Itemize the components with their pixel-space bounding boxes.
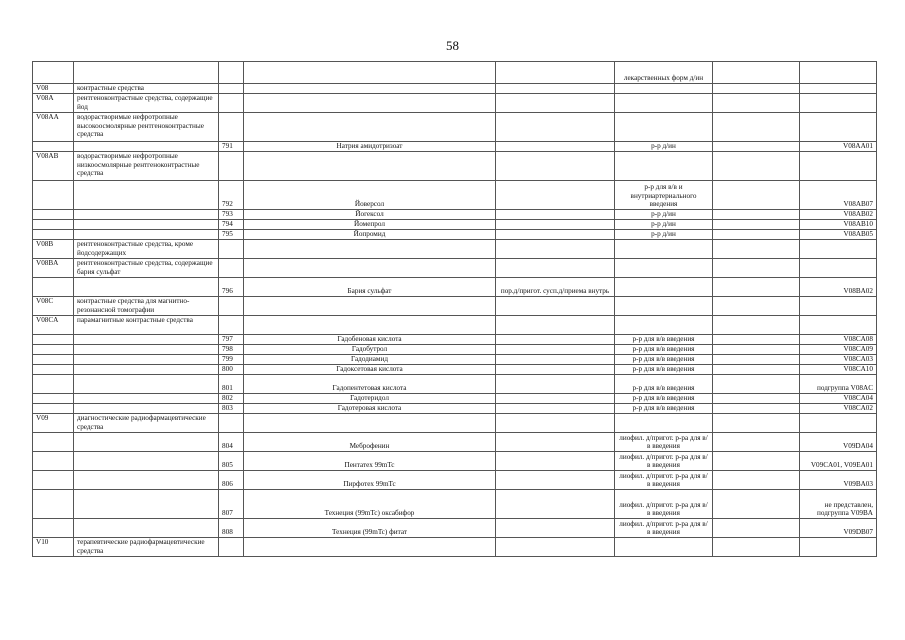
cell-drug-name (244, 152, 496, 181)
cell-drug-name: Йопромид (244, 230, 496, 240)
cell-group: рентгеноконтрастные средства, содержащие йод (74, 94, 219, 113)
cell-form (615, 94, 713, 113)
cell-dosage-form (496, 414, 615, 433)
cell-code (33, 394, 74, 404)
cell-code (33, 355, 74, 365)
cell-empty (713, 519, 800, 538)
cell-group (74, 345, 219, 355)
cell-dosage-form (496, 181, 615, 210)
cell-empty (713, 538, 800, 557)
cell-empty (713, 113, 800, 142)
cell-drug-name: Гадотеридол (244, 394, 496, 404)
cell-dosage-form (496, 152, 615, 181)
cell-code: V08A (33, 94, 74, 113)
cell-number: 808 (219, 519, 244, 538)
cell-empty (713, 452, 800, 471)
cell-drug-name (244, 538, 496, 557)
cell-atc-code: V08CA09 (800, 345, 877, 355)
cell-code: V09 (33, 414, 74, 433)
cell-dosage-form: пор.д/пригот. сусп.д/приема внутрь (496, 278, 615, 297)
table-row (33, 278, 877, 297)
cell-empty (713, 210, 800, 220)
cell-dosage-form (496, 365, 615, 375)
cell-number: 800 (219, 365, 244, 375)
cell-form: р-р для в/в и внутриартериального введения (615, 181, 713, 210)
cell-drug-name (244, 84, 496, 94)
cell-form: р-р для в/в введения (615, 355, 713, 365)
cell-code (33, 142, 74, 152)
cell-atc-code (800, 240, 877, 259)
cell-group (74, 210, 219, 220)
cell-number: 804 (219, 433, 244, 452)
cell-group: водорастворимые нефротропные высокоосмолярные рентгеноконтрастные средства (74, 113, 219, 142)
cell-empty (713, 278, 800, 297)
cell-dosage-form (496, 142, 615, 152)
cell-atc-code (800, 259, 877, 278)
cell-drug-name: Технеция (99mTc) оксабифор (244, 490, 496, 519)
cell-empty (713, 365, 800, 375)
cell-number: 793 (219, 210, 244, 220)
table-row (33, 230, 877, 240)
cell-dosage-form (496, 355, 615, 365)
cell-group (74, 452, 219, 471)
table-row (33, 452, 877, 471)
cell-empty (713, 490, 800, 519)
cell-number: 792 (219, 181, 244, 210)
table-row (33, 375, 877, 394)
cell-number: 799 (219, 355, 244, 365)
cell-empty (713, 94, 800, 113)
cell-empty (713, 404, 800, 414)
cell-atc-code: V08CA10 (800, 365, 877, 375)
cell-dosage-form (496, 113, 615, 142)
cell-dosage-form (496, 452, 615, 471)
table-row (33, 220, 877, 230)
cell-drug-name: Йоверсол (244, 181, 496, 210)
cell-atc-code (800, 316, 877, 335)
cell-code (33, 230, 74, 240)
cell-atc-code: V08CA04 (800, 394, 877, 404)
cell-form (615, 152, 713, 181)
cell-drug-name: Меброфенин (244, 433, 496, 452)
cell-number (219, 84, 244, 94)
cell-empty (713, 433, 800, 452)
cell-code (33, 433, 74, 452)
cell-empty (713, 355, 800, 365)
cell-form: лиофил. д/пригот. р-ра для в/в введения (615, 471, 713, 490)
cell-group (74, 471, 219, 490)
table-row (33, 113, 877, 142)
cell-form (615, 278, 713, 297)
cell-atc-code: V08CA02 (800, 404, 877, 414)
cell-atc-code: подгруппа V08AC (800, 375, 877, 394)
cell-atc-code (800, 152, 877, 181)
cell-atc-code (800, 62, 877, 84)
cell-form: лиофил. д/пригот. р-ра для в/в введения (615, 490, 713, 519)
cell-atc-code (800, 414, 877, 433)
cell-atc-code: V08AB05 (800, 230, 877, 240)
cell-atc-code: V09CA01, V09EA01 (800, 452, 877, 471)
cell-dosage-form (496, 220, 615, 230)
cell-dosage-form (496, 471, 615, 490)
cell-dosage-form (496, 375, 615, 394)
cell-form (615, 259, 713, 278)
table-row (33, 345, 877, 355)
cell-code (33, 181, 74, 210)
cell-number (219, 414, 244, 433)
table-row (33, 152, 877, 181)
cell-group: диагностические радиофармацевтические средства (74, 414, 219, 433)
table-row (33, 414, 877, 433)
cell-group (74, 355, 219, 365)
cell-code: V10 (33, 538, 74, 557)
cell-drug-name: Йомепрол (244, 220, 496, 230)
cell-atc-code: V08CA08 (800, 335, 877, 345)
cell-number (219, 259, 244, 278)
cell-drug-name: Гадодиамид (244, 355, 496, 365)
cell-empty (713, 345, 800, 355)
cell-dosage-form (496, 94, 615, 113)
cell-drug-name (244, 316, 496, 335)
cell-dosage-form (496, 84, 615, 94)
cell-empty (713, 471, 800, 490)
cell-number: 807 (219, 490, 244, 519)
table-row (33, 394, 877, 404)
cell-number: 794 (219, 220, 244, 230)
table-row (33, 240, 877, 259)
cell-drug-name (244, 113, 496, 142)
cell-code (33, 519, 74, 538)
cell-empty (713, 297, 800, 316)
cell-number: 797 (219, 335, 244, 345)
cell-group (74, 433, 219, 452)
cell-drug-name: Гадобутрол (244, 345, 496, 355)
cell-group (74, 62, 219, 84)
table-row (33, 538, 877, 557)
cell-atc-code: V08AB10 (800, 220, 877, 230)
cell-drug-name: Гадопентетовая кислота (244, 375, 496, 394)
cell-group: рентгеноконтрастные средства, содержащие бария сульфат (74, 259, 219, 278)
table-row (33, 519, 877, 538)
cell-atc-code (800, 84, 877, 94)
cell-drug-name: Гадоксетовая кислота (244, 365, 496, 375)
cell-number (219, 316, 244, 335)
drug-list-table (32, 61, 877, 557)
cell-form: р-р для в/в введения (615, 365, 713, 375)
cell-form: р-р для в/в введения (615, 335, 713, 345)
cell-dosage-form (496, 297, 615, 316)
table-row (33, 471, 877, 490)
cell-dosage-form (496, 335, 615, 345)
cell-empty (713, 181, 800, 210)
cell-number: 798 (219, 345, 244, 355)
cell-form: лиофил. д/пригот. р-ра для в/в введения (615, 452, 713, 471)
cell-group: контрастные средства (74, 84, 219, 94)
cell-code (33, 278, 74, 297)
cell-code (33, 220, 74, 230)
cell-number (219, 94, 244, 113)
cell-dosage-form (496, 316, 615, 335)
cell-code (33, 490, 74, 519)
cell-form: р-р для в/в введения (615, 345, 713, 355)
cell-atc-code (800, 297, 877, 316)
cell-group (74, 181, 219, 210)
cell-code: V08C (33, 297, 74, 316)
table-row (33, 316, 877, 335)
cell-group (74, 375, 219, 394)
cell-form: лиофил. д/пригот. р-ра для в/в введения (615, 433, 713, 452)
cell-dosage-form (496, 404, 615, 414)
cell-number (219, 538, 244, 557)
cell-number (219, 240, 244, 259)
cell-form (615, 538, 713, 557)
cell-dosage-form (496, 210, 615, 220)
cell-code: V08 (33, 84, 74, 94)
cell-atc-code: V08CA03 (800, 355, 877, 365)
cell-group (74, 142, 219, 152)
cell-code (33, 335, 74, 345)
cell-atc-code (800, 538, 877, 557)
table-row (33, 335, 877, 345)
cell-atc-code (800, 94, 877, 113)
cell-group: терапевтические радиофармацевтические средства (74, 538, 219, 557)
cell-dosage-form (496, 538, 615, 557)
cell-code: V08AA (33, 113, 74, 142)
cell-empty (713, 142, 800, 152)
cell-code (33, 404, 74, 414)
table-row (33, 404, 877, 414)
cell-group (74, 394, 219, 404)
table-row (33, 355, 877, 365)
cell-atc-code: V08BA02 (800, 278, 877, 297)
cell-form: лиофил. д/пригот. р-ра для в/в введения (615, 519, 713, 538)
cell-dosage-form (496, 519, 615, 538)
cell-atc-code (800, 113, 877, 142)
cell-number (219, 113, 244, 142)
cell-drug-name: Гадобеновая кислота (244, 335, 496, 345)
cell-drug-name: Бария сульфат (244, 278, 496, 297)
cell-empty (713, 259, 800, 278)
cell-group (74, 230, 219, 240)
cell-group: водорастворимые нефротропные низкоосмолярные рентгеноконтрастные средства (74, 152, 219, 181)
cell-group (74, 220, 219, 230)
cell-group (74, 278, 219, 297)
cell-group (74, 365, 219, 375)
cell-code (33, 210, 74, 220)
cell-drug-name (244, 414, 496, 433)
cell-code (33, 365, 74, 375)
cell-drug-name (244, 297, 496, 316)
cell-atc-code: V09DA04 (800, 433, 877, 452)
cell-form (615, 316, 713, 335)
table-body (33, 62, 877, 557)
cell-group (74, 519, 219, 538)
cell-form (615, 113, 713, 142)
cell-group: парамагнитные контрастные средства (74, 316, 219, 335)
cell-number: 791 (219, 142, 244, 152)
cell-group (74, 335, 219, 345)
cell-group (74, 404, 219, 414)
cell-form (615, 240, 713, 259)
table-row (33, 259, 877, 278)
cell-empty (713, 84, 800, 94)
cell-group (74, 490, 219, 519)
page-number: 58 (446, 38, 459, 53)
cell-number: 796 (219, 278, 244, 297)
cell-form (615, 297, 713, 316)
cell-code: V08B (33, 240, 74, 259)
table-row (33, 84, 877, 94)
cell-atc-code: не представлен, подгруппа V09BA (800, 490, 877, 519)
cell-dosage-form (496, 230, 615, 240)
table-row (33, 433, 877, 452)
table-row (33, 62, 877, 84)
table-row (33, 490, 877, 519)
cell-form: р-р д/ин (615, 142, 713, 152)
cell-empty (713, 375, 800, 394)
cell-number: 795 (219, 230, 244, 240)
cell-form: р-р д/ин (615, 210, 713, 220)
cell-code (33, 345, 74, 355)
cell-code (33, 375, 74, 394)
cell-empty (713, 335, 800, 345)
cell-code: V08BA (33, 259, 74, 278)
cell-drug-name: Гадотеровая кислота (244, 404, 496, 414)
cell-group: рентгеноконтрастные средства, кроме йодсодержащих (74, 240, 219, 259)
cell-form: р-р для в/в введения (615, 394, 713, 404)
cell-number: 806 (219, 471, 244, 490)
table-row (33, 94, 877, 113)
cell-empty (713, 394, 800, 404)
cell-dosage-form (496, 490, 615, 519)
cell-dosage-form (496, 433, 615, 452)
cell-form: р-р д/ин (615, 220, 713, 230)
table-row (33, 365, 877, 375)
cell-dosage-form (496, 259, 615, 278)
cell-drug-name: Пентатех 99mTc (244, 452, 496, 471)
cell-empty (713, 152, 800, 181)
cell-form: р-р для в/в введения (615, 375, 713, 394)
cell-empty (713, 62, 800, 84)
cell-form (615, 84, 713, 94)
cell-drug-name: Технеция (99mTc) фитат (244, 519, 496, 538)
cell-empty (713, 414, 800, 433)
cell-number: 801 (219, 375, 244, 394)
cell-dosage-form (496, 345, 615, 355)
cell-drug-name: Йогексол (244, 210, 496, 220)
cell-form: р-р д/ин (615, 230, 713, 240)
cell-empty (713, 220, 800, 230)
cell-code (33, 62, 74, 84)
cell-drug-name (244, 240, 496, 259)
table-row (33, 297, 877, 316)
cell-number (219, 62, 244, 84)
cell-dosage-form (496, 62, 615, 84)
cell-dosage-form (496, 240, 615, 259)
table-row (33, 142, 877, 152)
cell-form: лекарственных форм д/ин (615, 62, 713, 84)
cell-atc-code: V09DB07 (800, 519, 877, 538)
table-row (33, 210, 877, 220)
cell-number: 805 (219, 452, 244, 471)
cell-dosage-form (496, 394, 615, 404)
table-row (33, 181, 877, 210)
cell-drug-name: Пирфотех 99mTc (244, 471, 496, 490)
cell-drug-name (244, 259, 496, 278)
cell-drug-name (244, 94, 496, 113)
cell-number: 803 (219, 404, 244, 414)
cell-atc-code: V08AB02 (800, 210, 877, 220)
cell-number (219, 297, 244, 316)
cell-drug-name: Натрия амидотризоат (244, 142, 496, 152)
cell-form (615, 414, 713, 433)
cell-code: V08AB (33, 152, 74, 181)
cell-form: р-р для в/в введения (615, 404, 713, 414)
cell-atc-code: V09BA03 (800, 471, 877, 490)
cell-atc-code: V08AB07 (800, 181, 877, 210)
cell-code (33, 452, 74, 471)
cell-code (33, 471, 74, 490)
cell-drug-name (244, 62, 496, 84)
cell-number (219, 152, 244, 181)
cell-empty (713, 240, 800, 259)
cell-code: V08CA (33, 316, 74, 335)
cell-number: 802 (219, 394, 244, 404)
cell-group: контрастные средства для магнитно-резонансной томографии (74, 297, 219, 316)
cell-atc-code: V08AA01 (800, 142, 877, 152)
cell-empty (713, 316, 800, 335)
cell-empty (713, 230, 800, 240)
